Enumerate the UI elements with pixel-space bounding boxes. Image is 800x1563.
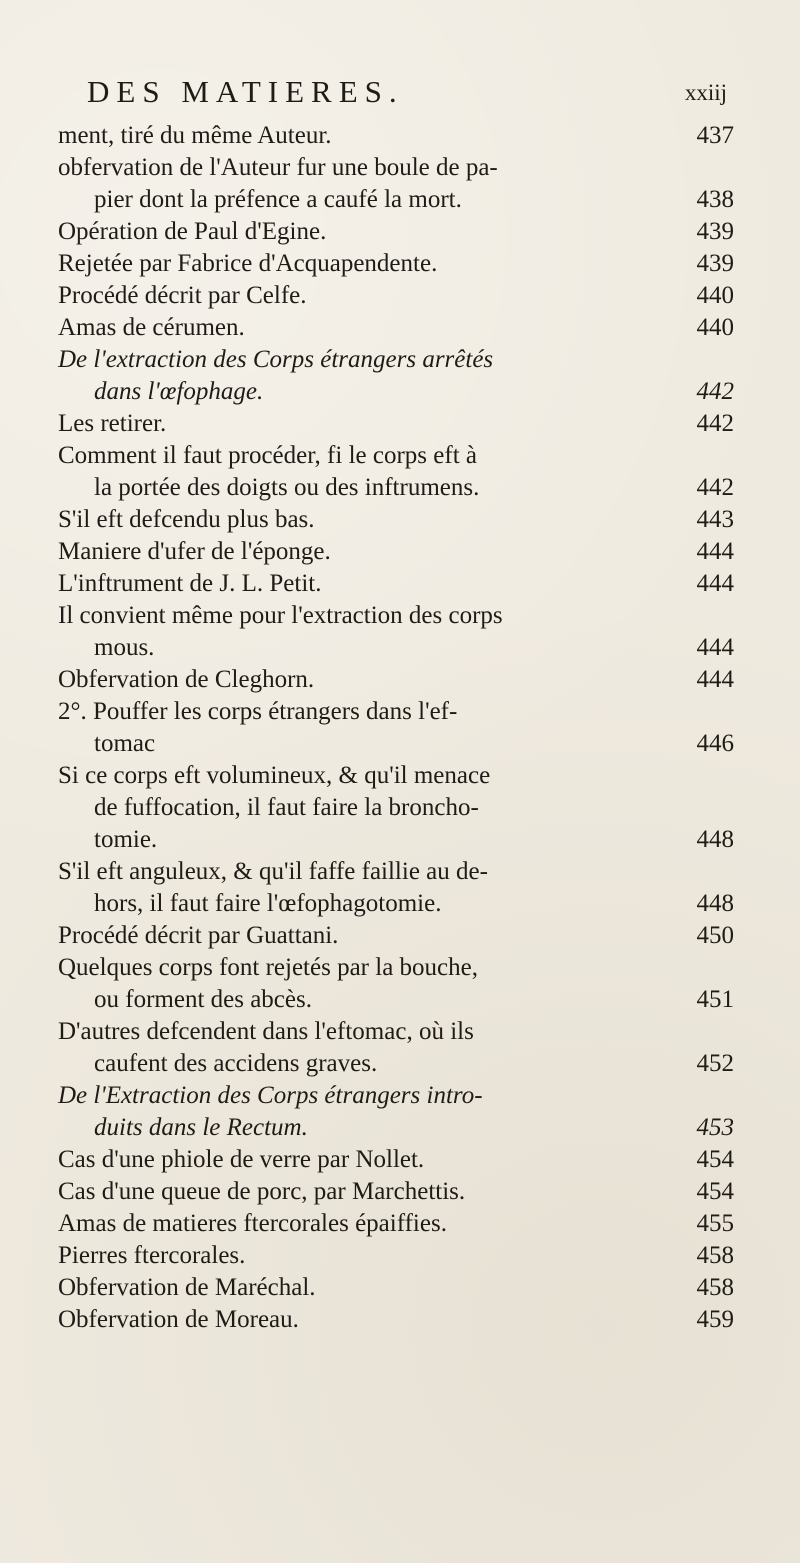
index-line: [58, 280, 734, 312]
entry-text: Quelques corps font rejetés par la bouche,: [58, 954, 478, 981]
index-entry: [58, 920, 734, 952]
index-line: [58, 248, 734, 280]
index-line: [58, 984, 734, 1016]
entry-page-number: 448: [696, 890, 734, 917]
entry-text: duits dans le Rectum.: [94, 1114, 308, 1141]
index-entry: [58, 1208, 734, 1240]
entry-text: Amas de cérumen.: [58, 314, 245, 341]
index-line: [58, 1272, 734, 1304]
index-entry: [58, 664, 734, 696]
entry-text: S'il eft defcendu plus bas.: [58, 506, 315, 533]
entry-page-number: 444: [696, 634, 734, 661]
index-line: [58, 568, 734, 600]
index-line: [58, 760, 734, 792]
entry-text: D'autres defcendent dans l'eftomac, où ils: [58, 1018, 474, 1045]
entry-page-number: 446: [696, 730, 734, 757]
index-line: [58, 1304, 734, 1336]
index-entry: [58, 248, 734, 280]
index-line: [58, 1112, 734, 1144]
entry-text: Procédé décrit par Celfe.: [58, 282, 307, 309]
entry-page-number: 455: [696, 1210, 734, 1237]
entry-text: Amas de matieres ftercorales épaiffies.: [58, 1210, 447, 1237]
index-line: [58, 728, 734, 760]
index-line: [58, 952, 734, 984]
index-line: [58, 184, 734, 216]
index-entry: [58, 1016, 734, 1080]
entry-page-number: 459: [696, 1306, 734, 1333]
index-entry: [58, 504, 734, 536]
index-line: [58, 856, 734, 888]
entry-text: tomac: [94, 730, 156, 757]
entry-text: Cas d'une queue de porc, par Marchettis.: [58, 1178, 466, 1205]
index-entry: [58, 344, 734, 408]
index-line: [58, 440, 734, 472]
entry-text: caufent des accidens graves.: [94, 1050, 378, 1077]
index-entry: [58, 1272, 734, 1304]
index-entry: [58, 536, 734, 568]
entry-text: Obfervation de Maréchal.: [58, 1274, 316, 1301]
index-line: [58, 1048, 734, 1080]
index-line: [58, 888, 734, 920]
entry-text: hors, il faut faire l'œfophagotomie.: [94, 890, 442, 917]
entry-text: S'il eft anguleux, & qu'il faffe faillie au de-: [58, 858, 488, 885]
entry-text: Rejetée par Fabrice d'Acquapendente.: [58, 250, 438, 277]
entry-text: Procédé décrit par Guattani.: [58, 922, 339, 949]
index-line: [58, 824, 734, 856]
index-entry: [58, 152, 734, 216]
entry-text: Obfervation de Cleghorn.: [58, 666, 315, 693]
entry-page-number: 442: [696, 474, 734, 501]
entry-text: Pierres ftercorales.: [58, 1242, 246, 1269]
entry-text: De l'Extraction des Corps étrangers intro-: [58, 1082, 483, 1109]
index-line: [58, 312, 734, 344]
entry-page-number: 454: [696, 1146, 734, 1173]
index-entry: [58, 440, 734, 504]
entry-page-number: 444: [696, 538, 734, 565]
entry-text: Opération de Paul d'Egine.: [58, 218, 327, 245]
index-entry: [58, 280, 734, 312]
index-line: [58, 376, 734, 408]
index-entry: [58, 216, 734, 248]
index-line: [58, 1144, 734, 1176]
index-entry: [58, 696, 734, 760]
entry-text: la portée des doigts ou des inftrumens.: [94, 474, 480, 501]
entry-text: L'inftrument de J. L. Petit.: [58, 570, 322, 597]
index-line: [58, 120, 734, 152]
index-line: [58, 408, 734, 440]
index-line: [58, 1016, 734, 1048]
entry-page-number: 440: [696, 282, 734, 309]
index-line: [58, 1208, 734, 1240]
entry-text: ou forment des abcès.: [94, 986, 312, 1013]
index-line: [58, 920, 734, 952]
entry-page-number: 442: [696, 378, 734, 405]
entry-page-number: 444: [696, 666, 734, 693]
entry-page-number: 444: [696, 570, 734, 597]
index-line: [58, 152, 734, 184]
index-line: [58, 632, 734, 664]
entry-text: 2°. Pouffer les corps étrangers dans l'ef-: [58, 698, 458, 725]
entry-text: obfervation de l'Auteur fur une boule de pa-: [58, 154, 498, 181]
index-entry: [58, 1304, 734, 1336]
index-entry: [58, 1240, 734, 1272]
index-line: [58, 600, 734, 632]
index-entry: [58, 856, 734, 920]
entry-page-number: 454: [696, 1178, 734, 1205]
index-line: [58, 472, 734, 504]
index-entry: [58, 1080, 734, 1144]
entry-page-number: 443: [696, 506, 734, 533]
entry-text: Cas d'une phiole de verre par Nollet.: [58, 1146, 425, 1173]
index-line: [58, 344, 734, 376]
index-line: [58, 664, 734, 696]
index-line: [58, 792, 734, 824]
entry-page-number: 439: [696, 250, 734, 277]
entry-text: mous.: [94, 634, 155, 661]
index-entry: [58, 600, 734, 664]
entry-text: ment, tiré du même Auteur.: [58, 122, 332, 149]
index-entry: [58, 408, 734, 440]
entry-page-number: 442: [696, 410, 734, 437]
entry-text: Obfervation de Moreau.: [58, 1306, 299, 1333]
entry-page-number: 453: [696, 1114, 734, 1141]
index-line: [58, 696, 734, 728]
index-entry: [58, 760, 734, 856]
index-entry: [58, 568, 734, 600]
entry-text: Les retirer.: [58, 410, 167, 437]
index-line: [58, 1240, 734, 1272]
entry-page-number: 458: [696, 1274, 734, 1301]
index-line: [58, 536, 734, 568]
entry-page-number: 439: [696, 218, 734, 245]
index-line: [58, 1080, 734, 1112]
entry-text: tomie.: [94, 826, 158, 853]
entry-text: dans l'œfophage.: [94, 378, 264, 405]
header-page-number: xxiij: [684, 80, 727, 105]
header-title: DES MATIERES.: [87, 74, 404, 109]
running-header: [87, 74, 727, 116]
index-entry: [58, 312, 734, 344]
entry-page-number: 438: [696, 186, 734, 213]
index-entries: [58, 120, 734, 1336]
index-entry: [58, 1144, 734, 1176]
entry-page-number: 458: [696, 1242, 734, 1269]
entry-text: Si ce corps eft volumineux, & qu'il menace: [58, 762, 491, 789]
index-entry: [58, 120, 734, 152]
entry-page-number: 450: [696, 922, 734, 949]
entry-page-number: 452: [696, 1050, 734, 1077]
entry-text: De l'extraction des Corps étrangers arrêtés: [58, 346, 494, 373]
entry-page-number: 451: [696, 986, 734, 1013]
entry-text: de fuffocation, il faut faire la broncho-: [94, 794, 479, 821]
index-entry: [58, 1176, 734, 1208]
entry-text: Il convient même pour l'extraction des corps: [58, 602, 503, 629]
entry-page-number: 440: [696, 314, 734, 341]
entry-text: pier dont la préfence a caufé la mort.: [94, 186, 462, 213]
index-line: [58, 1176, 734, 1208]
index-line: [58, 216, 734, 248]
entry-text: Maniere d'ufer de l'éponge.: [58, 538, 331, 565]
index-line: [58, 504, 734, 536]
entry-page-number: 448: [696, 826, 734, 853]
entry-text: Comment il faut procéder, fi le corps eft à: [58, 442, 477, 469]
entry-page-number: 437: [696, 122, 734, 149]
index-entry: [58, 952, 734, 1016]
